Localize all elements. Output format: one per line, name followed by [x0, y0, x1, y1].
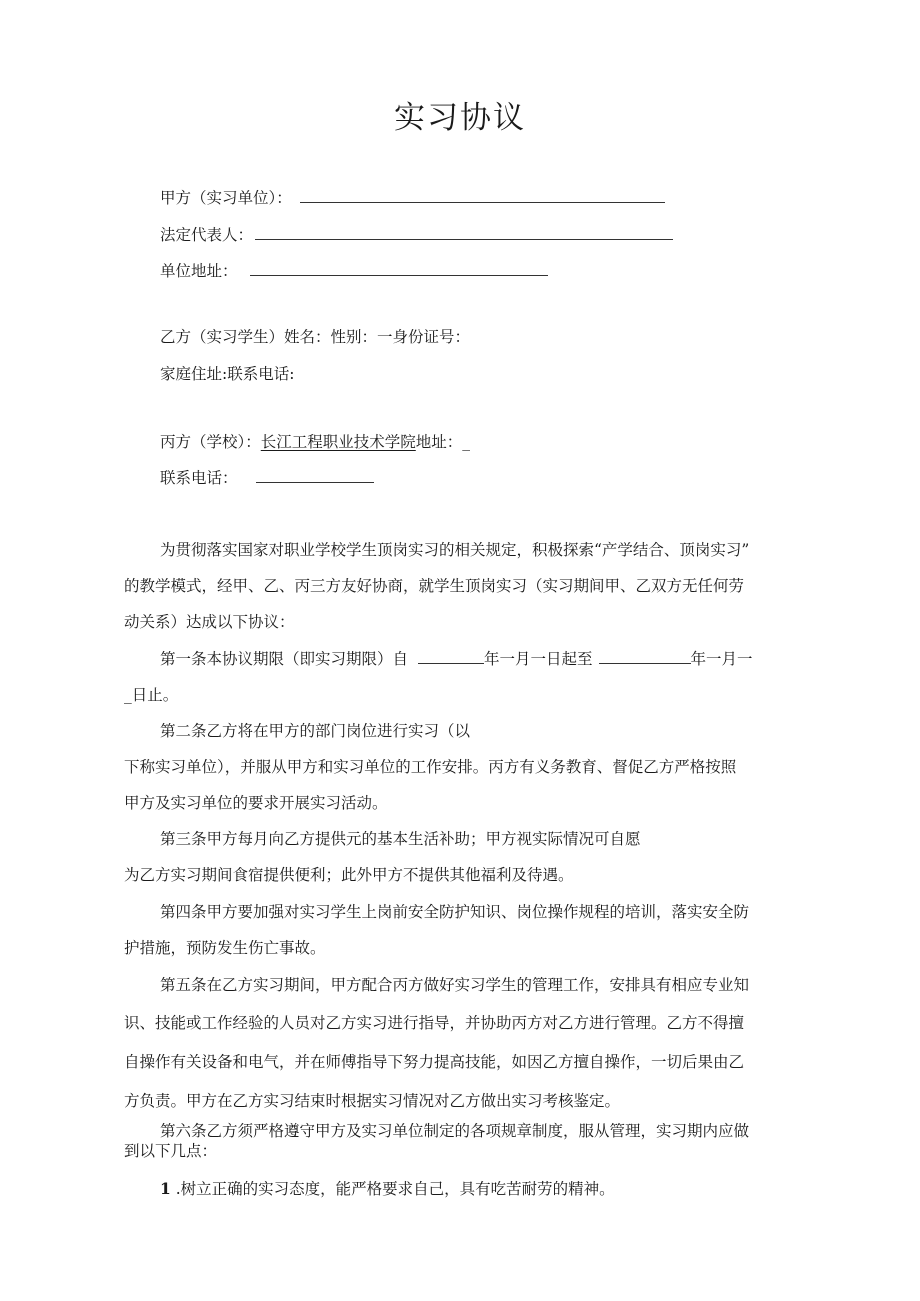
article-4-line: 护措施，预防发生伤亡事故。	[124, 939, 326, 957]
article-1-part: 年一月一	[690, 650, 753, 668]
start-year-blank	[418, 662, 484, 664]
party-a-address-label: 单位地址：	[160, 262, 238, 280]
article-2-line: 下称实习单位），并服从甲方和实习单位的工作安排。丙方有义务教育、督促乙方严格按照	[124, 758, 737, 776]
article-1-part: 年一月一日起至	[484, 650, 593, 668]
party-a-label: 甲方（实习单位）：	[160, 189, 292, 207]
party-b-line-2: 家庭住址:联系电话:	[160, 365, 295, 383]
party-c-phone-label: 联系电话：	[160, 469, 238, 487]
article-5-line: 第五条在乙方实习期间，甲方配合丙方做好实习学生的管理工作，安排具有相应专业知	[160, 976, 750, 994]
legal-rep-blank	[255, 238, 673, 240]
party-b-line-1: 乙方（实习学生）姓名：性别：一身份证号：	[160, 328, 471, 346]
party-c-label: 丙方（学校）：	[160, 433, 261, 451]
legal-rep-line	[160, 228, 673, 244]
article-1-part: 第一条本协议期限（即实习期限）自	[160, 650, 409, 668]
legal-rep-label: 法定代表人：	[160, 226, 254, 244]
party-c-line	[160, 435, 470, 451]
article-4-line: 第四条甲方要加强对实习学生上岗前安全防护知识、岗位操作规程的培训，落实安全防	[160, 903, 750, 921]
end-year-blank	[599, 662, 691, 664]
article-2-line: 甲方及实习单位的要求开展实习活动。	[124, 794, 388, 812]
party-c-phone-line	[160, 471, 374, 487]
party-a-address-line	[160, 264, 548, 280]
item-1-number: 1	[160, 1179, 171, 1198]
article-3-line: 第三条甲方每月向乙方提供元的基本生活补助；甲方视实际情况可自愿	[160, 830, 641, 848]
school-name: 长江工程职业技术学院	[260, 433, 416, 451]
article-3-line: 为乙方实习期间食宿提供便利；此外甲方不提供其他福利及待遇。	[124, 866, 574, 884]
party-a-blank	[300, 201, 665, 203]
article-5-line: 方负责。甲方在乙方实习结束时根据实习情况对乙方做出实习考核鉴定。	[124, 1092, 621, 1110]
article-5-line: 识、技能或工作经验的人员对乙方实习进行指导，并协助丙方对乙方进行管理。乙方不得擅	[124, 1014, 745, 1032]
party-c-phone-blank	[256, 481, 374, 483]
preamble-line: 动关系）达成以下协议：	[124, 613, 295, 631]
article-6-line: 第六条乙方须严格遵守甲方及实习单位制定的各项规章制度，服从管理，实习期内应做	[160, 1122, 750, 1140]
party-a-address-blank	[250, 274, 548, 276]
article-1-line	[160, 652, 753, 668]
item-1-text: .树立正确的实习态度，能严格要求自己，具有吃苦耐劳的精神。	[175, 1180, 615, 1198]
preamble-line: 的教学模式，经甲、乙、丙三方友好协商，就学生顶岗实习（实习期间甲、乙双方无任何劳	[124, 577, 745, 595]
article-6-line: 到以下几点：	[124, 1142, 218, 1160]
article-1-line-2: _日止。	[124, 686, 179, 704]
item-1-line	[160, 1181, 615, 1198]
page-title: 实习协议	[394, 100, 526, 136]
preamble-line: 为贯彻落实国家对职业学校学生顶岗实习的相关规定，积极探索“产学结合、顶岗实习”	[160, 541, 750, 559]
party-c-address-label: 地址：_	[415, 433, 471, 451]
article-2-line: 第二条乙方将在甲方的部门岗位进行实习（以	[160, 722, 471, 740]
party-a-line	[160, 191, 665, 207]
article-5-line: 自操作有关设备和电气，并在师傅指导下努力提高技能，如因乙方擅自操作，一切后果由乙	[124, 1053, 745, 1071]
